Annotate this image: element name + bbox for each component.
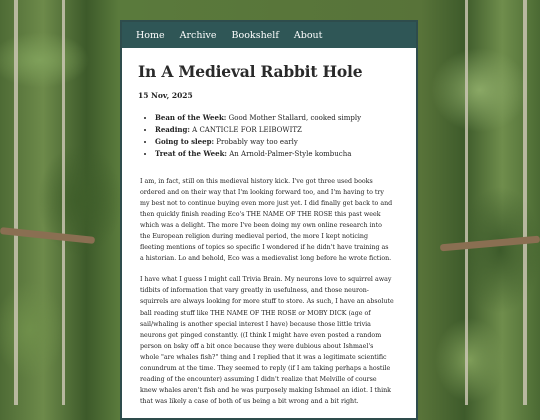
meta-value: An Arnold-Palmer-Style kombucha: [227, 150, 352, 158]
list-item: [155, 112, 394, 124]
meta-value: A CANTICLE FOR LEIBOWITZ: [189, 126, 302, 134]
meta-label: Treat of the Week:: [155, 149, 228, 158]
top-nav: [122, 22, 416, 48]
post-title: In A Medieval Rabbit Hole: [138, 62, 363, 81]
list-item: [155, 124, 394, 136]
background-tree-trunk: [62, 0, 65, 405]
nav-link-home[interactable]: Home: [136, 29, 165, 41]
background-tree-trunk: [465, 0, 468, 405]
list-item: [155, 136, 394, 148]
meta-label: Reading:: [155, 125, 190, 134]
post-paragraph: I have what I guess I might call Trivia Brain. My neurons love to squirrel away tidbits of information that vary greatly in usefulness, and those neuron-squirrels are always looking for more stuff to store. As such, I have an absolute ball reading stuff like THE NAME OF THE ROSE or MOBY DICK (age of sail/whaling is another special interest I have) because those little trivia neurons get pinged constantly. ((I think I might have even posted a random person on bsky off a bit once because they were dubious about Ishmael's whole "are whales fish?" thing and I replied that it was a legitimate scientific conundrum at the time. They seemed to reply (if I am taking perhaps a hostile reading of the encounter) assuming I didn't realize that Melville of course knew whales aren't fish and he was purposely making Ishmael an idiot. I think that was likely a case of both of us being a bit wrong and a bit right.: [140, 276, 394, 405]
post-meta-list: [138, 112, 394, 160]
meta-label: Bean of the Week:: [155, 113, 227, 122]
meta-value: Probably way too early: [214, 138, 298, 146]
meta-value: Good Mother Stallard, cooked simply: [226, 114, 362, 122]
background-tree-trunk: [523, 0, 527, 405]
page-container: [120, 20, 418, 420]
nav-link-bookshelf[interactable]: Bookshelf: [231, 29, 279, 41]
background-tree-trunk: [14, 0, 18, 405]
list-item: [155, 148, 394, 160]
meta-label: Going to sleep:: [155, 137, 215, 146]
post-date: 15 Nov, 2025: [138, 91, 193, 100]
post-article: [122, 62, 416, 407]
nav-link-about[interactable]: About: [293, 29, 323, 41]
nav-link-archive[interactable]: Archive: [179, 29, 217, 41]
post-paragraph: I am, in fact, still on this medieval history kick. I've got three used books ordered and on their way that I'm looking forward too, and I'm having to try my best not to continue buying even more just yet. I did finally get back to and then quickly finish reading Eco's THE NAME OF THE ROSE this past week which was a delight. The more I've been doing my own online research into the European religion during medieval period, the more I kept noticing fleeting mentions of topics so specific I wondered if he didn't have training as a historian. Lo and behold, Eco was a medievalist long before he wrote fiction.: [140, 178, 393, 263]
